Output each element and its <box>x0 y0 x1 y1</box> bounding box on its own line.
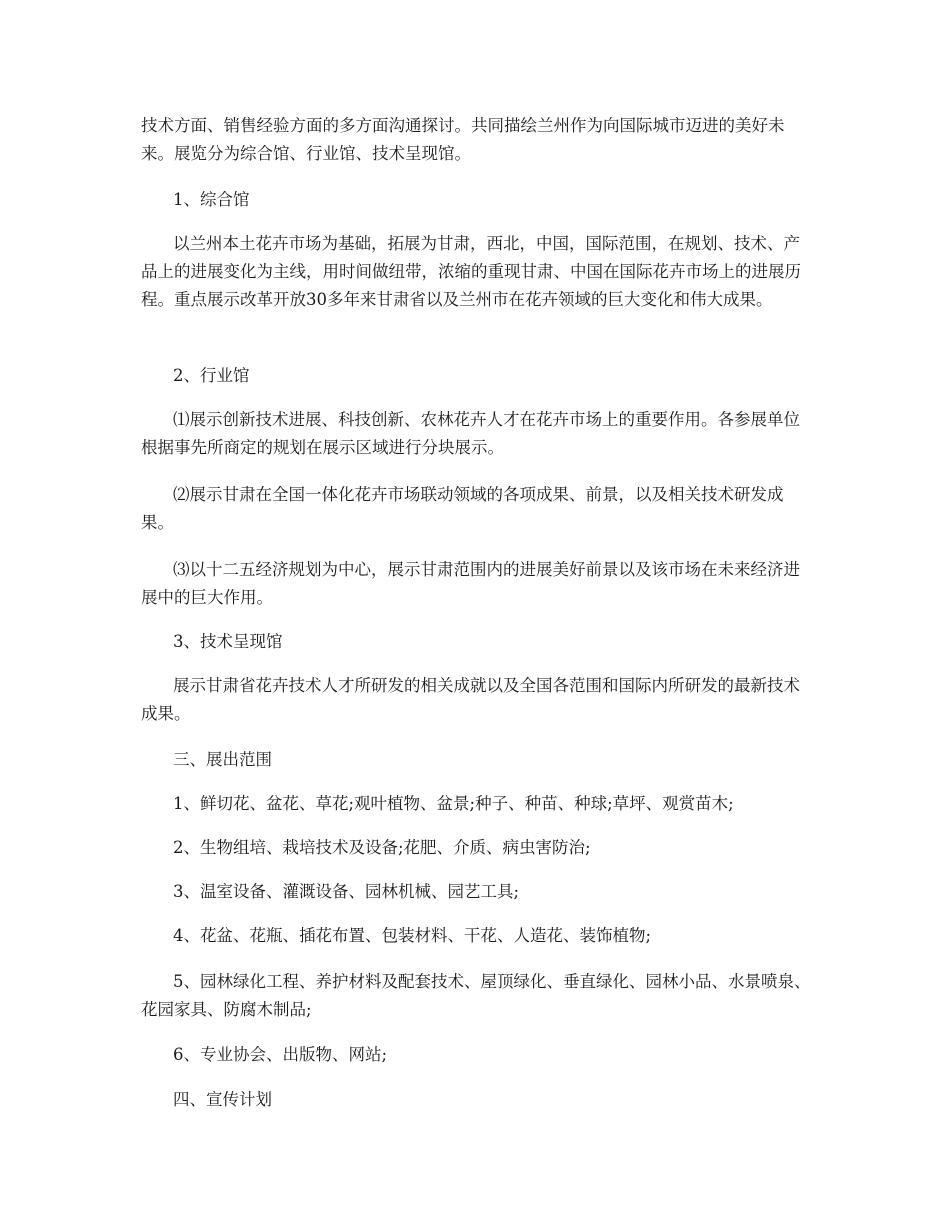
industry-hall-item-3: ⑶以十二五经济规划为中心，展示甘肃范围内的进展美好前景以及该市场在未来经济进展中的巨大作用。 <box>141 560 800 607</box>
heading-comprehensive-hall: 1、综合馆 <box>173 190 250 209</box>
industry-hall-item-2: ⑵展示甘肃在全国一体化花卉市场联动领域的各项成果、前景，以及相关技术研发成果。 <box>141 485 784 532</box>
heading-industry-hall: 2、行业馆 <box>173 366 250 385</box>
scope-item-2: 2、生物组培、栽培技术及设备;花肥、介质、病虫害防治; <box>173 838 591 857</box>
scope-item-3: 3、温室设备、灌溉设备、园林机械、园艺工具; <box>173 882 520 901</box>
scope-item-4: 4、花盆、花瓶、插花布置、包装材料、干花、人造花、装饰植物; <box>173 926 652 945</box>
heading-publicity-plan: 四、宣传计划 <box>173 1090 272 1109</box>
comprehensive-hall-paragraph: 以兰州本土花卉市场为基础，拓展为甘肃，西北，中国，国际范围，在规划、技术、产品上的进展变化为主线，用时间做纽带，浓缩的重现甘肃、中国在国际花卉市场上的进展历程。重点展示改革开放30多年来甘肃省以及兰州市在花卉领域的巨大变化和伟大成果。 <box>141 234 801 309</box>
scope-item-1: 1、鲜切花、盆花、草花;观叶植物、盆景;种子、种苗、种球;草坪、观赏苗木; <box>173 794 734 813</box>
heading-exhibit-scope: 三、展出范围 <box>173 750 272 769</box>
intro-paragraph: 技术方面、销售经验方面的多方面沟通探讨。共同描绘兰州作为向国际城市迈进的美好未来。展览分为综合馆、行业馆、技术呈现馆。 <box>141 116 785 163</box>
scope-item-6: 6、专业协会、出版物、网站; <box>173 1045 388 1064</box>
heading-tech-hall: 3、技术呈现馆 <box>173 632 283 651</box>
tech-hall-paragraph: 展示甘肃省花卉技术人才所研发的相关成就以及全国各范围和国际内所研发的最新技术成果。 <box>141 676 800 723</box>
industry-hall-item-1: ⑴展示创新技术进展、科技创新、农林花卉人才在花卉市场上的重要作用。各参展单位根据事先所商定的规划在展示区域进行分块展示。 <box>141 410 800 457</box>
scope-item-5: 5、园林绿化工程、养护材料及配套技术、屋顶绿化、垂直绿化、园林小品、水景喷泉、花园家具、防腐木制品; <box>141 972 811 1019</box>
